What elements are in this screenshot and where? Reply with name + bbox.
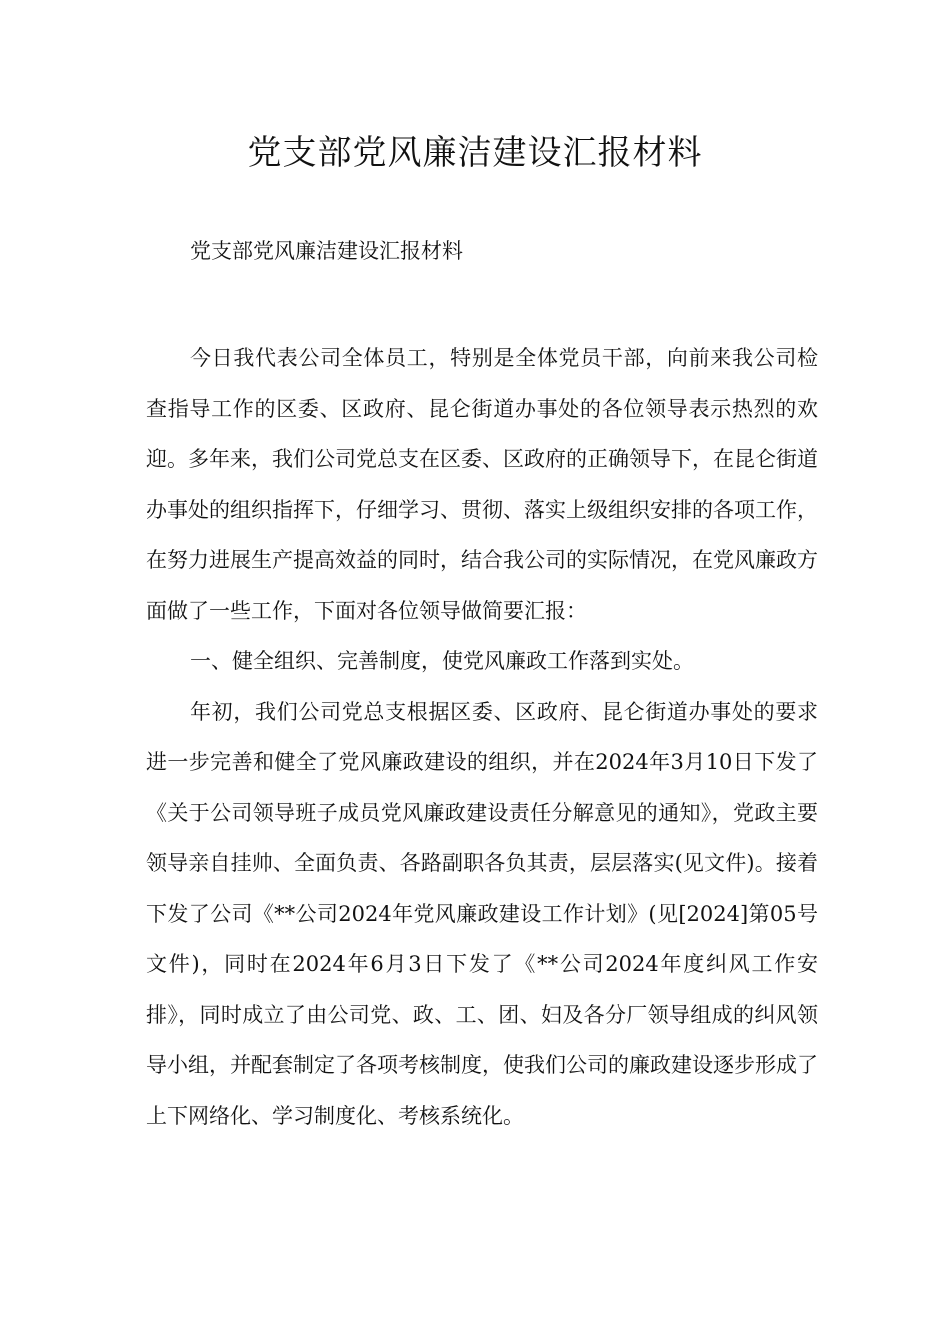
document-subtitle: 党支部党风廉洁建设汇报材料 [190, 239, 463, 263]
section-heading-1: 一、健全组织、完善制度，使党风廉政工作落到实处。 [190, 649, 694, 673]
paragraph-section-1: 年初，我们公司党总支根据区委、区政府、昆仑街道办事处的要求进一步完善和健全了党风廉政建设的组织，并在2024年3月10日下发了《关于公司领导班子成员党风廉政建设责任分解意见的通知》，党政主要领导亲自挂帅、全面负责、各路副职各负其责，层层落实(见文件)。接着下发了公司《**公司2024年党风廉政建设工作计划》(见[2024]第05号文件)，同时在2024年6月3日下发了《**公司2024年度纠风工作安排》，同时成立了由公司党、政、工、团、妇及各分厂领导组成的纠风领导小组，并配套制定了各项考核制度，使我们公司的廉政建设逐步形成了上下网络化、学习制度化、考核系统化。 [146, 699, 818, 1128]
document-body [146, 333, 818, 1141]
paragraph-intro: 今日我代表公司全体员工，特别是全体党员干部，向前来我公司检查指导工作的区委、区政府、昆仑街道办事处的各位领导表示热烈的欢迎。多年来，我们公司党总支在区委、区政府的正确领导下，在昆仑街道办事处的组织指挥下，仔细学习、贯彻、落实上级组织安排的各项工作，在努力进展生产提高效益的同时，结合我公司的实际情况，在党风廉政方面做了一些工作，下面对各位领导做简要汇报： [146, 346, 818, 623]
document-title: 党支部党风廉洁建设汇报材料 [247, 133, 703, 173]
